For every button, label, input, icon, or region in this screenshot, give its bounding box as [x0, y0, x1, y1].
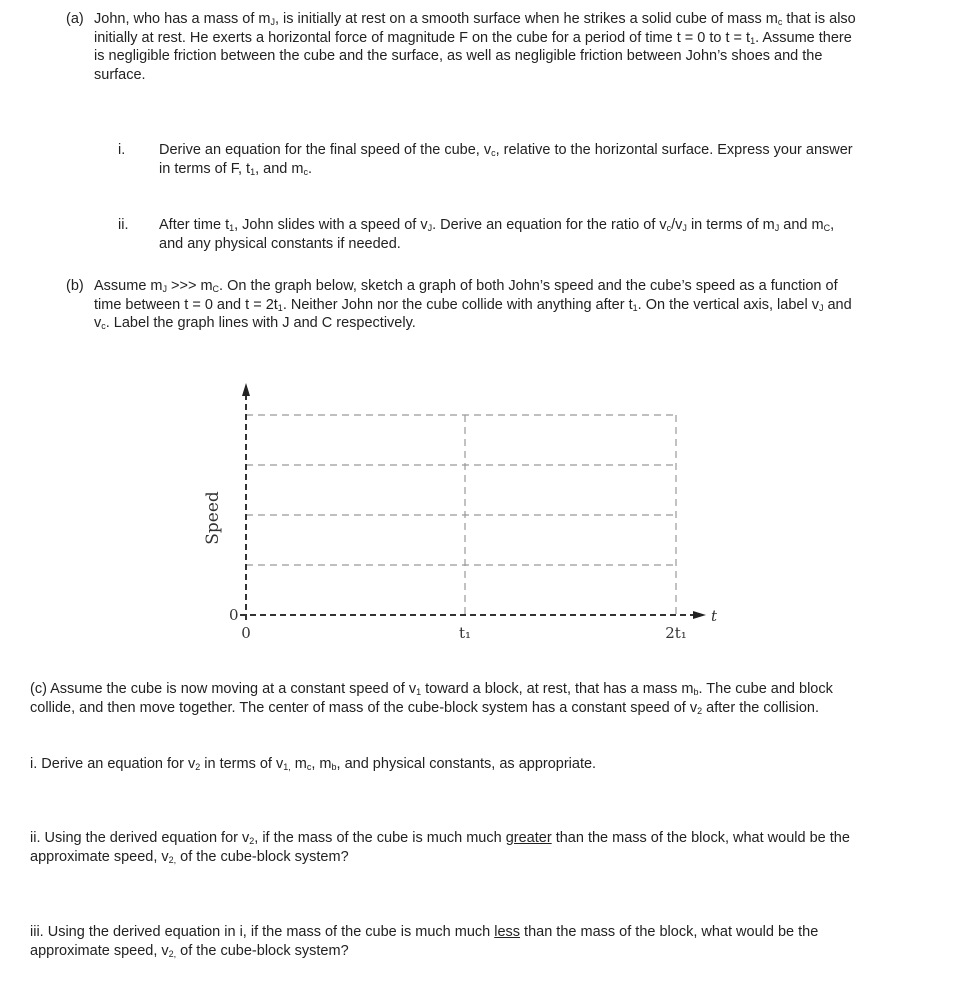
text-run: than the mass of the block, what would be the approximate speed, v: [30, 830, 850, 865]
part-c-text: [30, 680, 870, 717]
y-axis-arrow: [242, 383, 250, 396]
subscript: J: [270, 17, 275, 27]
text-run: /v: [671, 217, 683, 233]
text-run: ii. Using the derived equation for v: [30, 830, 250, 846]
text-run: , m: [311, 756, 332, 772]
x-tick-0: 0: [241, 624, 251, 642]
subscript: c: [666, 223, 672, 233]
subscript: 1: [750, 35, 756, 46]
subscript: 1: [632, 302, 638, 313]
text-run: than the mass of the block, what would be the approximate speed, v: [30, 924, 819, 959]
subscript: 1: [416, 687, 422, 697]
text-run: . Label the graph lines with J and C respectively.: [105, 315, 416, 331]
subscript: c: [491, 148, 496, 158]
text-run: of the cube-block system?: [176, 848, 349, 865]
text-run: , relative to the horizontal surface. Express your answer in terms of F, t: [159, 142, 853, 177]
text-run: >>> m: [167, 278, 213, 294]
text-run: , and m: [255, 160, 304, 177]
text-run: (c) Assume the cube is now moving at a constant speed of v: [30, 681, 417, 697]
text-run: . Derive an equation for the ratio of v: [432, 217, 667, 233]
subscript: C: [823, 223, 831, 233]
subscript: J: [682, 223, 687, 233]
part-c-i-text: [30, 755, 870, 774]
part-a-ii-label: ii.: [118, 217, 129, 233]
x-axis-label: t: [711, 607, 718, 625]
part-c-iii-text: [30, 923, 880, 960]
subscript: c: [303, 166, 308, 177]
subscript: J: [774, 223, 780, 233]
text-run: Derive an equation for the final speed of the cube, v: [159, 142, 492, 158]
subscript: c: [777, 17, 783, 27]
text-run: of the cube-block system?: [176, 942, 349, 959]
subscript: 2: [249, 836, 255, 846]
underlined-text: greater: [505, 830, 552, 846]
text-run: and v: [94, 296, 852, 331]
x-tick-2t1: 2t₁: [665, 624, 687, 642]
part-a-label: (a): [66, 11, 84, 27]
subscript: 1: [250, 166, 256, 177]
text-run: in terms of v: [200, 756, 284, 772]
text-run: , is initially at rest on a smooth surface when he strikes a solid cube of mass m: [275, 11, 778, 27]
text-run: , and any physical constants if needed.: [159, 217, 835, 252]
subscript: 2,: [168, 948, 177, 959]
subscript: b: [331, 762, 337, 772]
subscript: 2: [195, 762, 201, 772]
text-run: . On the graph below, sketch a graph of both John’s speed and the cube’s speed as a function of time between t = 0 and t = 2t: [94, 278, 838, 313]
text-run: , and physical constants, as appropriate.: [336, 756, 597, 772]
part-a-i-label: i.: [118, 142, 126, 158]
text-run: toward a block, at rest, that has a mass m: [421, 681, 694, 697]
subscript: 1: [229, 223, 235, 233]
subscript: 2,: [168, 854, 177, 865]
text-run: Assume m: [94, 278, 163, 294]
text-run: i. Derive an equation for v: [30, 756, 196, 772]
subscript: J: [162, 284, 167, 294]
text-run: John, who has a mass of m: [94, 11, 271, 27]
subscript: 1: [277, 302, 283, 313]
text-run: after the collision.: [702, 699, 820, 716]
text-run: . Assume there is negligible friction between the cube and the surface, as well as negligible friction between John’s shoes and the surface.: [94, 29, 852, 83]
subscript: c: [306, 762, 312, 772]
subscript: J: [818, 302, 824, 313]
subscript: c: [101, 321, 106, 331]
text-run: , if the mass of the cube is much much: [254, 830, 506, 846]
text-run: m: [290, 756, 307, 772]
text-run: and m: [779, 217, 824, 233]
text-run: . Neither John nor the cube collide with anything after t: [282, 296, 633, 313]
subscript: 2: [697, 705, 703, 716]
subscript: C: [212, 284, 220, 294]
x-axis-arrow: [693, 611, 706, 619]
part-c-ii-text: [30, 829, 870, 866]
text-run: .: [307, 160, 312, 177]
text-run: . On the vertical axis, label v: [637, 296, 819, 313]
part-b-label: (b): [66, 278, 84, 294]
text-run: in terms of m: [686, 217, 775, 233]
y-zero-label: 0: [229, 606, 239, 624]
y-axis-label: Speed: [203, 491, 223, 545]
underlined-text: less: [494, 924, 521, 940]
subscript: J: [427, 223, 433, 233]
text-run: . The cube and block collide, and then move together. The center of mass of the cube-block system has a constant speed of v: [30, 681, 833, 716]
subscript: b: [693, 687, 699, 697]
text-run: , John slides with a speed of v: [234, 217, 428, 233]
x-tick-t1: t₁: [458, 624, 472, 642]
text-run: iii. Using the derived equation in i, if the mass of the cube is much much: [30, 924, 495, 940]
text-run: After time t: [159, 217, 230, 233]
text-run: that is also initially at rest. He exerts a horizontal force of magnitude F on the cube for a period of time t = 0 to t = t: [94, 11, 856, 46]
subscript: 1,: [283, 762, 291, 772]
